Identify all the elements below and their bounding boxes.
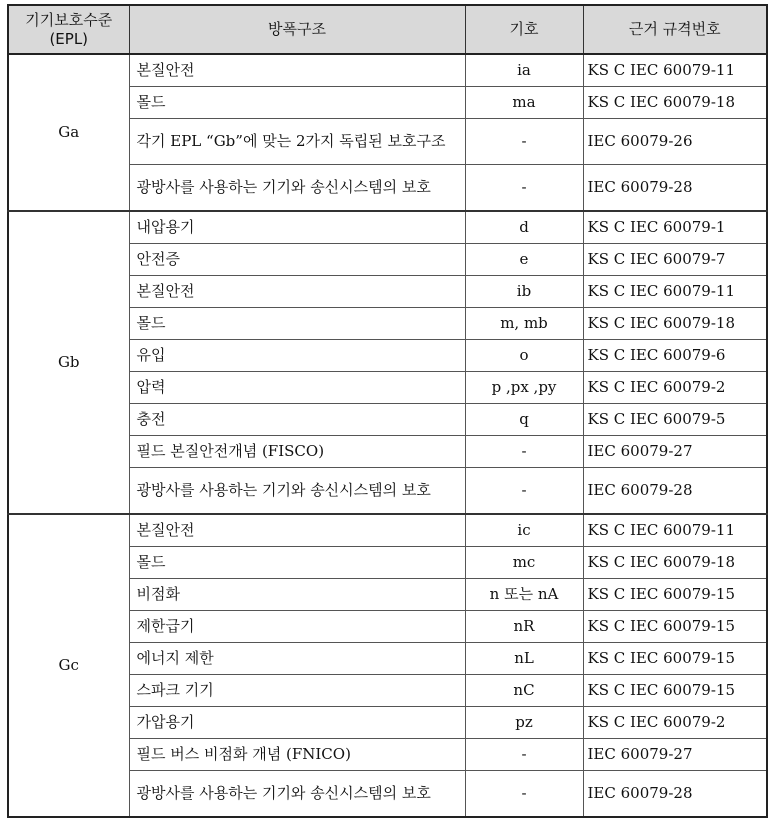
symbol-cell: n 또는 nA xyxy=(465,579,583,611)
symbol-cell: e xyxy=(465,244,583,276)
header-standard: 근거 규격번호 xyxy=(583,5,767,54)
method-cell: 제한급기 xyxy=(129,611,465,643)
method-cell: 가압용기 xyxy=(129,707,465,739)
method-cell: 광방사를 사용하는 기기와 송신시스템의 보호 xyxy=(129,165,465,212)
method-cell: 본질안전 xyxy=(129,276,465,308)
method-cell: 압력 xyxy=(129,372,465,404)
method-cell: 몰드 xyxy=(129,547,465,579)
symbol-cell: - xyxy=(465,739,583,771)
standard-cell: IEC 60079-27 xyxy=(583,436,767,468)
header-method: 방폭구조 xyxy=(129,5,465,54)
symbol-cell: ia xyxy=(465,54,583,87)
table-row xyxy=(8,514,767,547)
method-cell: 광방사를 사용하는 기기와 송신시스템의 보호 xyxy=(129,771,465,818)
standard-cell: KS C IEC 60079-15 xyxy=(583,579,767,611)
symbol-cell: - xyxy=(465,436,583,468)
standard-cell: KS C IEC 60079-11 xyxy=(583,514,767,547)
standard-cell: KS C IEC 60079-11 xyxy=(583,276,767,308)
symbol-cell: q xyxy=(465,404,583,436)
method-cell: 각기 EPL “Gb”에 맞는 2가지 독립된 보호구조 xyxy=(129,119,465,165)
method-cell: 충전 xyxy=(129,404,465,436)
method-cell: 스파크 기기 xyxy=(129,675,465,707)
epl-protection-table xyxy=(7,4,768,818)
standard-cell: IEC 60079-28 xyxy=(583,468,767,515)
symbol-cell: nC xyxy=(465,675,583,707)
epl-level-cell: Gc xyxy=(8,514,129,817)
method-cell: 필드 본질안전개념 (FISCO) xyxy=(129,436,465,468)
group-ga xyxy=(8,54,767,211)
epl-level-cell: Gb xyxy=(8,211,129,514)
header-epl: 기기보호수준 (EPL) xyxy=(8,5,129,54)
standard-cell: KS C IEC 60079-2 xyxy=(583,707,767,739)
standard-cell: KS C IEC 60079-15 xyxy=(583,675,767,707)
standard-cell: KS C IEC 60079-6 xyxy=(583,340,767,372)
method-cell: 안전증 xyxy=(129,244,465,276)
standard-cell: IEC 60079-27 xyxy=(583,739,767,771)
method-cell: 몰드 xyxy=(129,87,465,119)
standard-cell: IEC 60079-28 xyxy=(583,165,767,212)
standard-cell: IEC 60079-28 xyxy=(583,771,767,818)
symbol-cell: - xyxy=(465,771,583,818)
standard-cell: KS C IEC 60079-18 xyxy=(583,87,767,119)
symbol-cell: p ,px ,py xyxy=(465,372,583,404)
standard-cell: KS C IEC 60079-5 xyxy=(583,404,767,436)
symbol-cell: nL xyxy=(465,643,583,675)
method-cell: 필드 버스 비점화 개념 (FNICO) xyxy=(129,739,465,771)
symbol-cell: o xyxy=(465,340,583,372)
standard-cell: KS C IEC 60079-1 xyxy=(583,211,767,244)
method-cell: 에너지 제한 xyxy=(129,643,465,675)
symbol-cell: - xyxy=(465,468,583,515)
symbol-cell: mc xyxy=(465,547,583,579)
symbol-cell: - xyxy=(465,119,583,165)
method-cell: 몰드 xyxy=(129,308,465,340)
group-gb xyxy=(8,211,767,514)
table-row xyxy=(8,211,767,244)
standard-cell: KS C IEC 60079-11 xyxy=(583,54,767,87)
symbol-cell: m, mb xyxy=(465,308,583,340)
standard-cell: KS C IEC 60079-2 xyxy=(583,372,767,404)
method-cell: 유입 xyxy=(129,340,465,372)
symbol-cell: d xyxy=(465,211,583,244)
table-row xyxy=(8,54,767,87)
header-row xyxy=(8,5,767,54)
table-header xyxy=(8,5,767,54)
method-cell: 내압용기 xyxy=(129,211,465,244)
epl-protection-table-document xyxy=(7,4,766,818)
symbol-cell: ib xyxy=(465,276,583,308)
method-cell: 본질안전 xyxy=(129,514,465,547)
standard-cell: KS C IEC 60079-7 xyxy=(583,244,767,276)
symbol-cell: - xyxy=(465,165,583,212)
header-symbol: 기호 xyxy=(465,5,583,54)
standard-cell: IEC 60079-26 xyxy=(583,119,767,165)
symbol-cell: ic xyxy=(465,514,583,547)
method-cell: 비점화 xyxy=(129,579,465,611)
epl-level-cell: Ga xyxy=(8,54,129,211)
standard-cell: KS C IEC 60079-15 xyxy=(583,611,767,643)
standard-cell: KS C IEC 60079-18 xyxy=(583,547,767,579)
standard-cell: KS C IEC 60079-15 xyxy=(583,643,767,675)
symbol-cell: ma xyxy=(465,87,583,119)
symbol-cell: pz xyxy=(465,707,583,739)
group-gc xyxy=(8,514,767,817)
method-cell: 광방사를 사용하는 기기와 송신시스템의 보호 xyxy=(129,468,465,515)
symbol-cell: nR xyxy=(465,611,583,643)
method-cell: 본질안전 xyxy=(129,54,465,87)
standard-cell: KS C IEC 60079-18 xyxy=(583,308,767,340)
